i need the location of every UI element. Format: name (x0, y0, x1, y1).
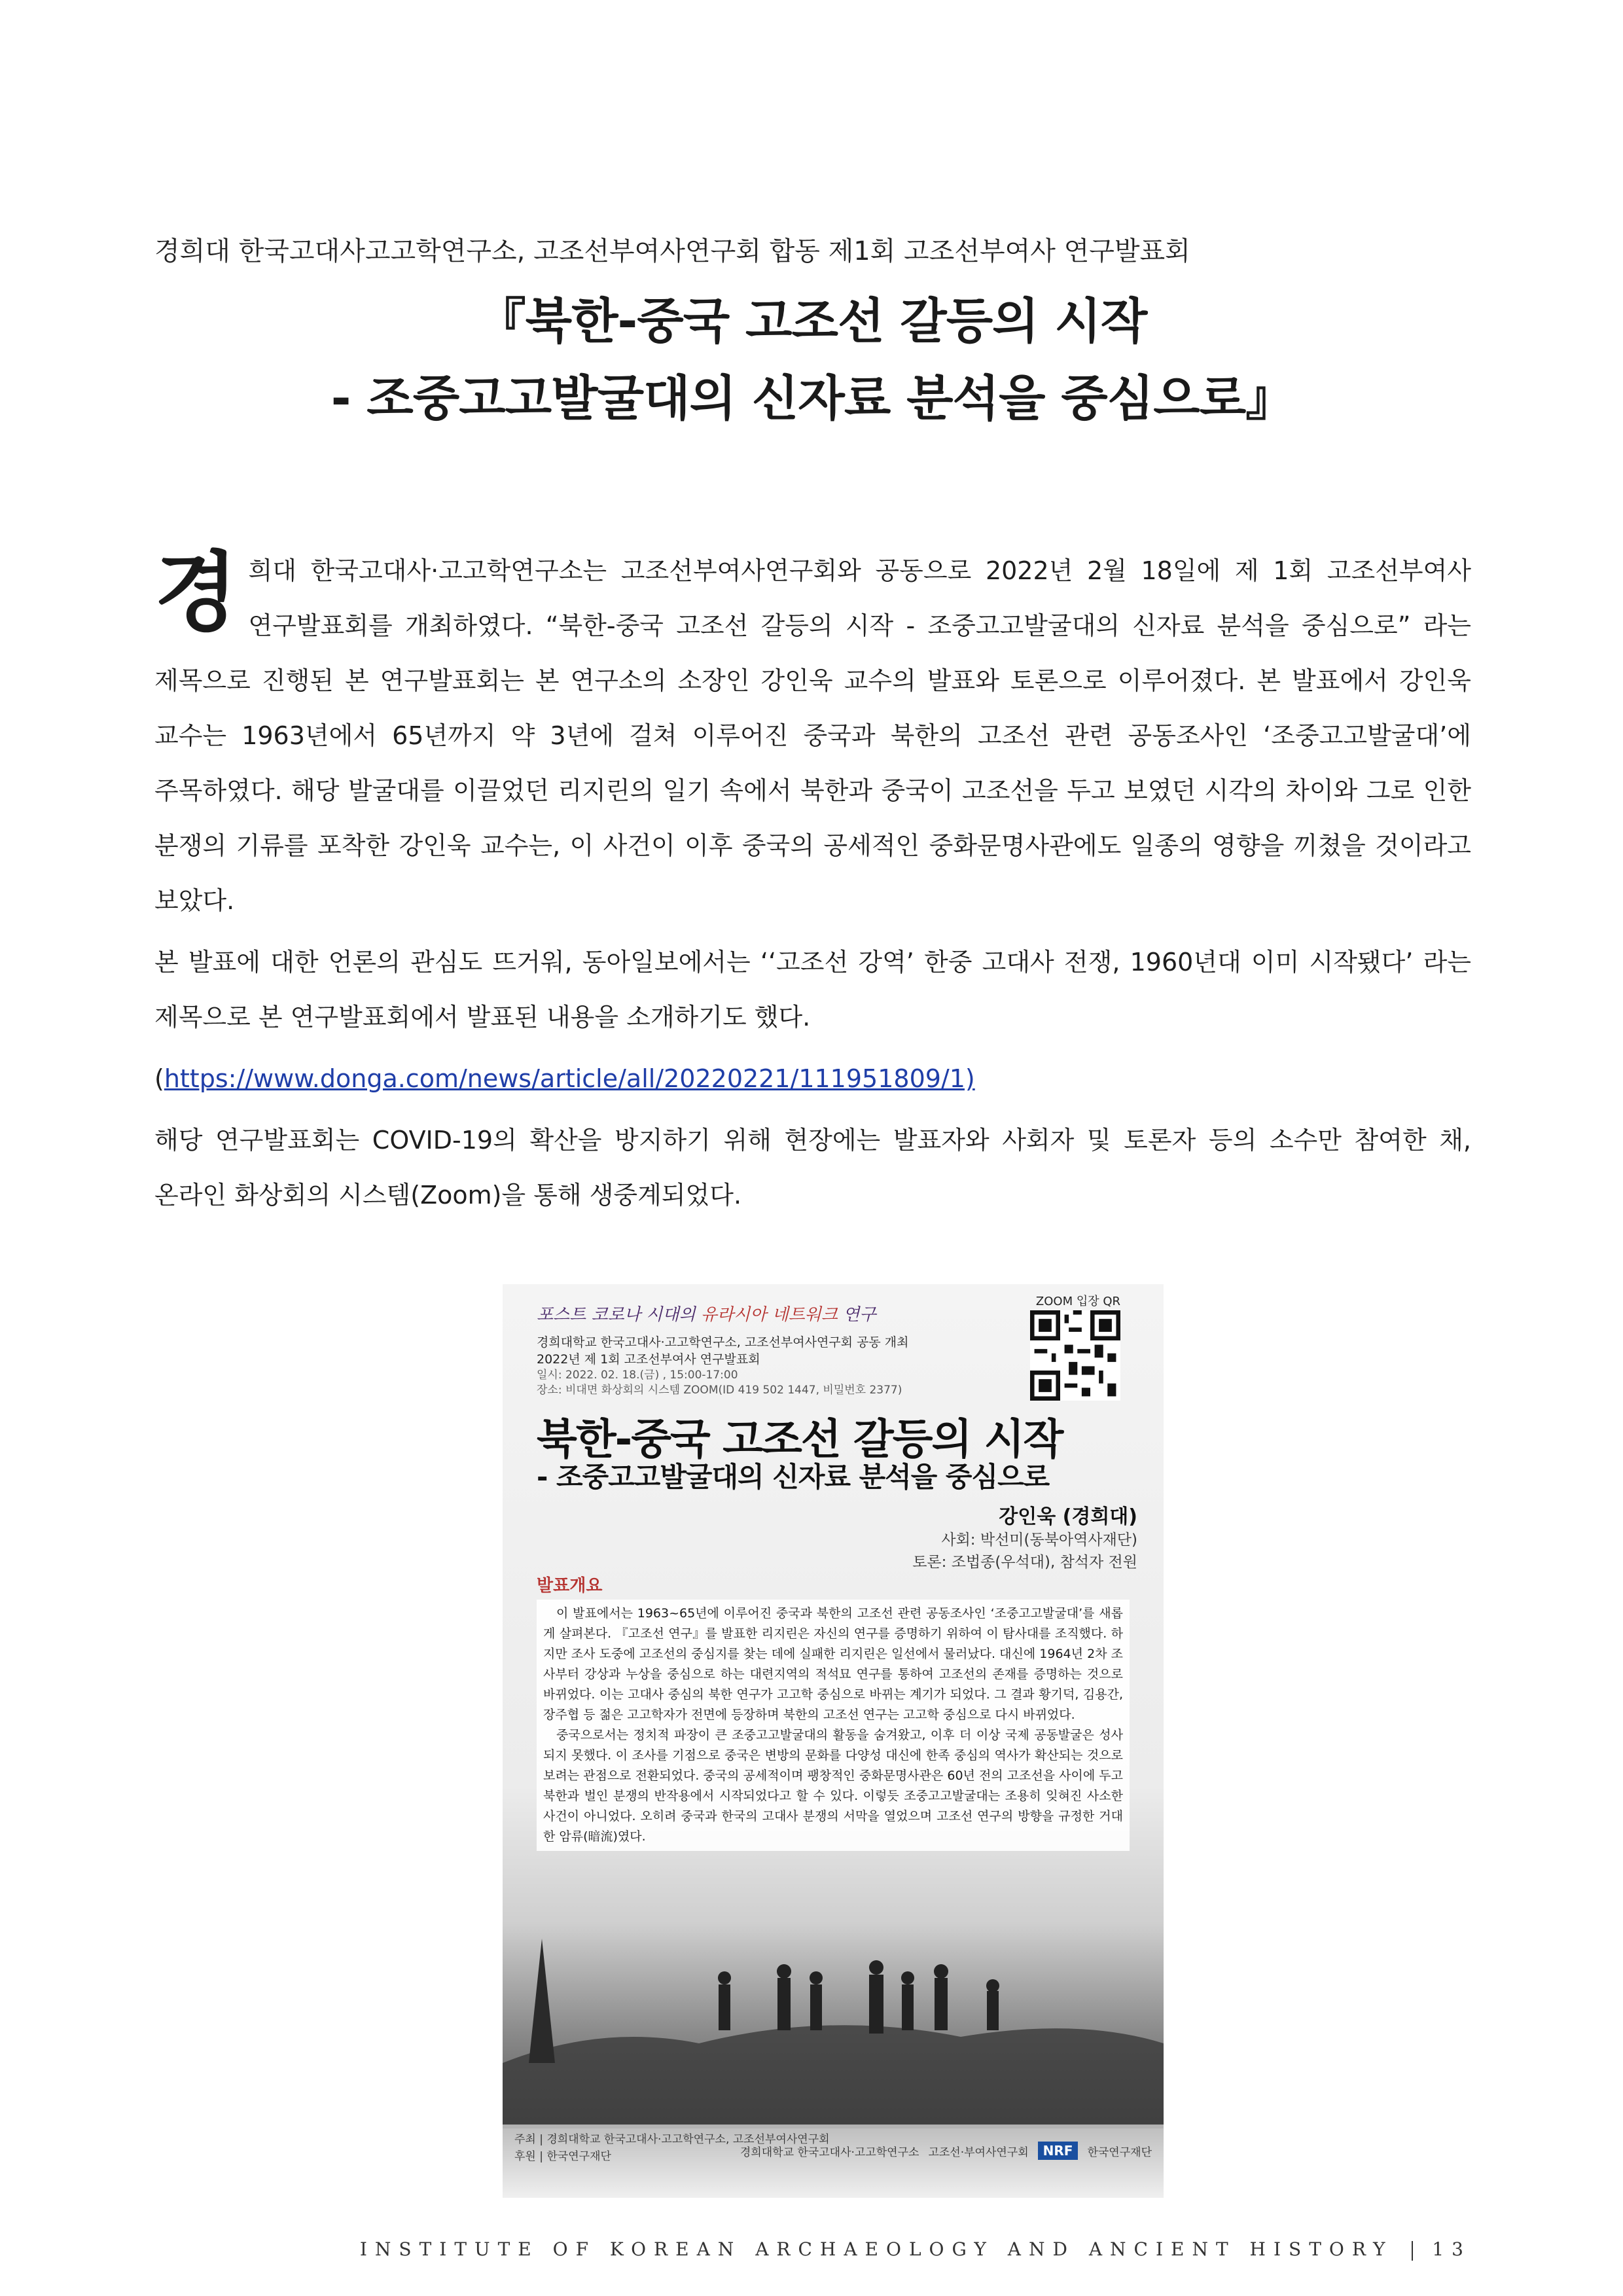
event-poster (503, 1284, 1164, 2198)
tree-shape (529, 1939, 555, 2063)
summary-heading: 발표개요 (537, 1576, 603, 1596)
summary-box (537, 1600, 1130, 1851)
poster-moderator: 사회: 박선미(동북아역사재단) (941, 1532, 1137, 1549)
nrf-logo: NRF (1038, 2142, 1079, 2160)
page-title (154, 283, 1470, 437)
paragraph-1-text: 희대 한국고대사·고고학연구소는 고조선부여사연구회와 공동으로 2022년 2월 18일에 제 1회 고조선부여사 연구발표회를 개최하였다. “북한-중국 고조선 갈등의 시작 - 조중고고발굴대의 신자료 분석을 중심으로” 라는 제목으로 진행된 본 연구발표회는 본 연구소의 소장인 강인욱 교수의 발표와 토론으로 이루어졌다. 본 발표에서 강인욱 교수는 1963년에서 65년까지 약 3년에 걸쳐 이루어진 중국과 북한의 고조선 관련 공동조사인 ‘조중고고발굴대’에 주목하였다. 해당 발굴대를 이끌었던 리지린의 일기 속에서 북한과 중국이 고조선을 두고 보였던 시각의 차이와 그로 인한 분쟁의 기류를 포착한 강인욱 교수는, 이 사건이 이후 중국의 공세적인 중화문명사관에도 일종의 영향을 끼쳤을 것이라고 보았다. (154, 556, 1471, 915)
tagline-c: 연구 (838, 1305, 876, 1325)
paragraph-1 (154, 543, 1471, 928)
event-subtitle: 경희대 한국고대사고고학연구소, 고조선부여사연구회 합동 제1회 고조선부여사 연구발표회 (154, 236, 1190, 266)
poster-host: 주최 | 경희대학교 한국고대사·고고학연구소, 고조선부여사연구회 (514, 2133, 830, 2146)
donga-article-link[interactable]: https://www.donga.com/news/article/all/20220221/111951809/1) (164, 1064, 975, 1093)
page-number: 13 (1432, 2238, 1471, 2260)
poster-organizers (537, 1334, 909, 1368)
link-paren: ( (154, 1064, 164, 1093)
poster-sponsor: 후원 | 한국연구재단 (514, 2150, 611, 2163)
tagline-a: 포스트 코로나 시대의 (537, 1305, 701, 1325)
poster-photo-silhouette (503, 1912, 1164, 2128)
poster-place: 장소: 비대면 화상회의 시스템 ZOOM(ID 419 502 1447, 비밀번호 2377) (537, 1384, 902, 1397)
poster-schedule (537, 1368, 902, 1398)
ground-shape (503, 2025, 1164, 2128)
link-paragraph (154, 1051, 1471, 1106)
article-body (154, 543, 1471, 1229)
poster-logos (740, 2142, 1152, 2160)
khu-logo: 경희대학교 한국고대사·고고학연구소 (740, 2145, 919, 2159)
footer-divider (1412, 2241, 1413, 2261)
people-figures (718, 1960, 999, 2034)
paragraph-3: 해당 연구발표회는 COVID-19의 확산을 방지하기 위해 현장에는 발표자와 사회자 및 토론자 등의 소수만 참여한 채, 온라인 화상회의 시스템(Zoom)을 통해 생중계되었다. (154, 1126, 1471, 1210)
poster-org-line-1: 경희대학교 한국고대사·고고학연구소, 고조선부여사연구회 공동 개최 (537, 1335, 909, 1350)
paragraph-2: 본 발표에 대한 언론의 관심도 뜨거워, 동아일보에서는 ‘‘고조선 강역’ 한중 고대사 전쟁, 1960년대 이미 시작됐다’ 라는 제목으로 본 연구발표회에서 발표된 내용을 소개하기도 했다. (154, 948, 1471, 1031)
summary-paragraph-1: 이 발표에서는 1963~65년에 이루어진 중국과 북한의 고조선 관련 공동조사인 ‘조중고고발굴대’를 새롭게 살펴본다. 『고조선 연구』를 발표한 리지린은 자신의 연구를 증명하기 위하여 이 탐사대를 조직했다. 하지만 조사 도중에 고조선의 중심지를 찾는 데에 실패한 리지린은 일선에서 물러났다. 대신에 1964년 2차 조사부터 강상과 누상을 중심으로 하는 대련지역의 적석묘 연구를 통하여 고조선의 존재를 증명하는 것으로 바뀌었다. 이는 고대사 중심의 북한 연구가 고고학 중심으로 바뀌는 계기가 되었다. 그 결과 황기덕, 김용간, 장주협 등 젊은 고고학자가 전면에 등장하며 북한의 고조선 연구는 고고학 중심으로 다시 바뀌었다. (543, 1606, 1123, 1722)
poster-panel (912, 1529, 1137, 1573)
summary-paragraph-2: 중국으로서는 정치적 파장이 큰 조중고고발굴대의 활동을 숨겨왔고, 이후 더 이상 국제 공동발굴은 성사되지 못했다. 이 조사를 기점으로 중국은 변방의 문화를 다양성 대신에 한족 중심의 역사가 확산되는 것으로 보려는 관점으로 전환되었다. 중국의 공세적이며 팽창적인 중화문명사관은 60년 전의 고조선을 사이에 두고 북한과 벌인 분쟁의 반작용에서 시작되었다고 할 수 있다. 이렇듯 조중고고발굴대는 조용히 잊혀진 사소한 사건이 아니었다. 오히려 중국과 한국의 고대사 분쟁의 서막을 열었으며 고조선 연구의 방향을 규정한 거대한 암류(暗流)였다. (543, 1728, 1123, 1844)
title-line-1: 『북한-중국 고조선 갈등의 시작 (477, 293, 1147, 350)
drop-cap: 경 (154, 543, 238, 643)
poster-org-line-2: 2022년 제 1회 고조선부여사 연구발표회 (537, 1352, 760, 1367)
poster-subtitle: - 조중고고발굴대의 신자료 분석을 중심으로 (537, 1461, 1050, 1493)
nrf-name: 한국연구재단 (1087, 2145, 1152, 2159)
page-footer (360, 2238, 1471, 2261)
society-logo: 고조선·부여사연구회 (928, 2145, 1029, 2159)
poster-tagline (537, 1301, 876, 1325)
qr-label: ZOOM 입장 QR (1035, 1295, 1120, 1308)
poster-title: 북한-중국 고조선 갈등의 시작 (537, 1416, 1063, 1464)
title-line-2: - 조중고고발굴대의 신자료 분석을 중심으로』 (330, 370, 1294, 427)
poster-discussant: 토론: 조법종(우석대), 참석자 전원 (912, 1554, 1137, 1571)
poster-footer (503, 2125, 1164, 2198)
tagline-b: 유라시아 네트워크 (700, 1305, 838, 1325)
footer-institute: INSTITUTE OF KOREAN ARCHAEOLOGY AND ANCIENT HISTORY (359, 2238, 1393, 2260)
poster-date: 일시: 2022. 02. 18.(금) , 15:00-17:00 (537, 1369, 738, 1382)
poster-speaker: 강인욱 (경희대) (999, 1505, 1137, 1528)
zoom-qr-code[interactable] (1030, 1310, 1120, 1401)
